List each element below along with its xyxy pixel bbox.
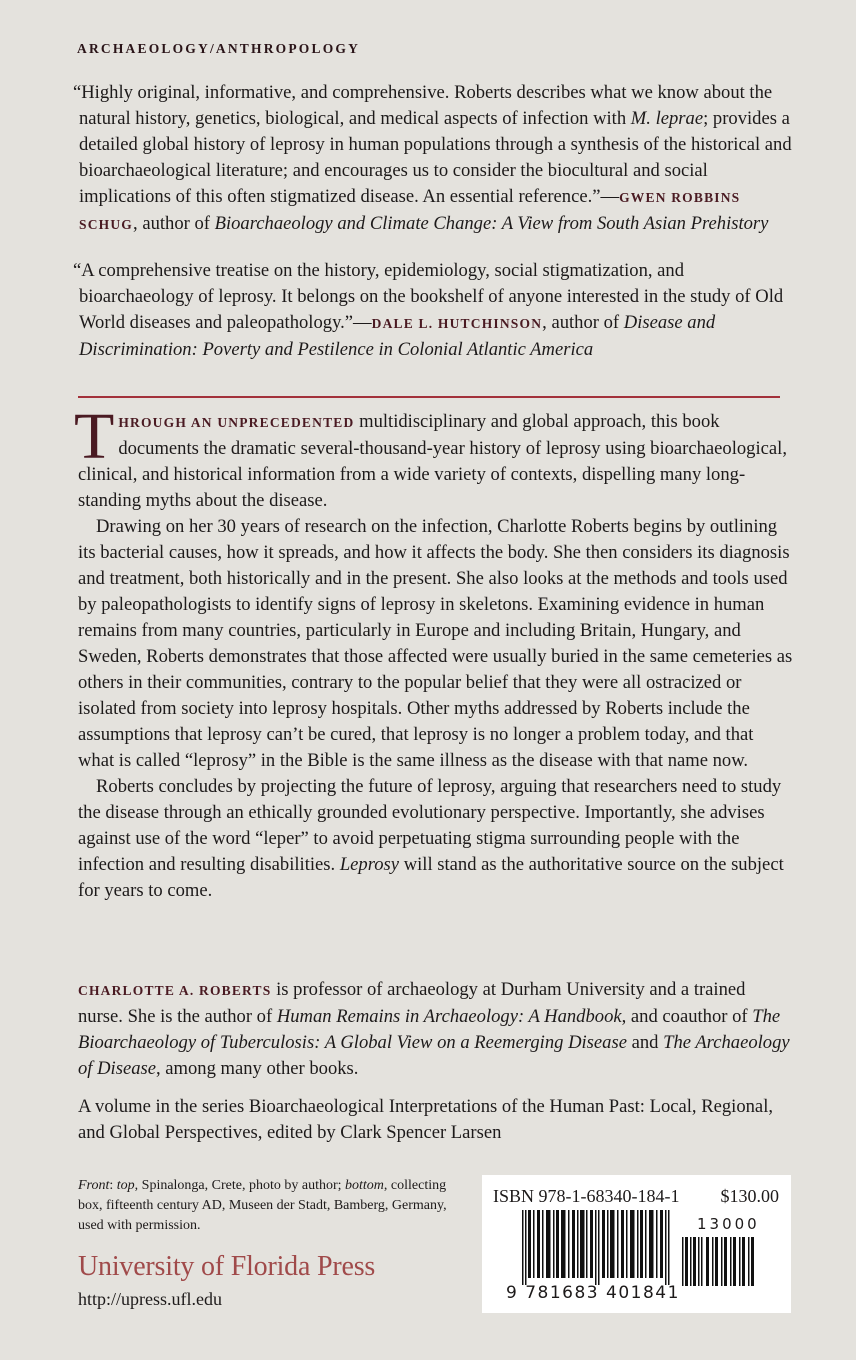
section-divider bbox=[78, 396, 780, 398]
credit-text: , collecting box, fifteenth century AD, Museen der Stadt, Bamberg, Germany, used with permission. bbox=[78, 1178, 447, 1233]
series-note: A volume in the series Bioarchaeological Interpretations of the Human Past: Local, Regional, and Global Perspectives, edited by Clark Spencer Larsen bbox=[78, 1096, 774, 1143]
credit-label: bottom bbox=[345, 1178, 384, 1193]
endorser-name: DALE L. HUTCHINSON bbox=[371, 316, 543, 331]
isbn-label: ISBN 978-1-68340-184-1 bbox=[493, 1186, 680, 1206]
addon-digits: 13000 bbox=[697, 1215, 760, 1233]
quote-text: ; provides a detailed global history of leprosy in human populations through a synthesis of the historical and bioarchaeological literature; and encourages us to consider the biocultural and social implications of this often stigmatized disease. An essential reference.”— bbox=[79, 108, 792, 207]
endorser-suffix: , author of bbox=[133, 213, 215, 234]
description-paragraph-2: Drawing on her 30 years of research on the infection, Charlotte Roberts begins by outlining its bacterial causes, how it spreads, and how it affects the body. She then considers its diagnosis and treatment, both historically and in the present. She also looks at the methods and tools used by paleopathologists to identify signs of leprosy in skeletons. Examining evidence in human remains from many countries, particularly in Europe and including Britain, Hungary, and Sweden, Roberts demonstrates that those affected were usually buried in the same cemeteries as others in their communities, contrary to the popular belief that they were all ostracized or isolated from society into leprosy hospitals. Other myths addressed by Roberts include the assumptions that leprosy can’t be cured, that leprosy is no longer a problem today, and that what is called “leprosy” in the Bible is the same illness as the disease with that name now. bbox=[78, 516, 793, 771]
barcode-icon bbox=[522, 1210, 672, 1285]
endorser-name: GWEN ROBBINS SCHUG bbox=[79, 190, 741, 232]
book-title-italic: Leprosy bbox=[339, 854, 400, 875]
bio-book-title: The Archaeology of Disease bbox=[78, 1032, 790, 1079]
paragraph-text: will stand as the authoritative source on the subject for years to come. bbox=[78, 854, 784, 901]
endorser-book-title: Bioarchaeology and Climate Change: A View from South Asian Prehistory bbox=[214, 213, 769, 234]
credit-text: , Spinalonga, Crete, photo by author; bbox=[134, 1178, 346, 1193]
paragraph-text: multidisciplinary and global approach, this book documents the dramatic several-thousand-year history of leprosy using bioarchaeological, clinical, and historical information from a wide variety of contexts, dispelling many long-standing myths about the disease. bbox=[78, 411, 787, 511]
category-label: ARCHAEOLOGY/ANTHROPOLOGY bbox=[77, 41, 361, 56]
bio-text: , among many other books. bbox=[155, 1058, 359, 1079]
credit-text: : bbox=[109, 1178, 117, 1193]
author-bio bbox=[78, 977, 794, 1082]
book-description bbox=[74, 400, 794, 904]
quote-text: “A comprehensive treatise on the history, epidemiology, social stigmatization, and bioarchaeology of leprosy. It belongs on the bookshelf of anyone interested in the study of Old World diseases and paleopathology.”— bbox=[73, 260, 784, 333]
price-label: $130.00 bbox=[720, 1186, 779, 1206]
credit-label: Front bbox=[78, 1178, 110, 1193]
paragraph-text: Roberts concludes by projecting the future of leprosy, arguing that researchers need to study the disease through an ethically grounded evolutionary perspective. Importantly, she advises against use of the word “leper” to avoid perpetuating stigma surrounding people with the infection and resulting disabilities. bbox=[78, 776, 782, 875]
description-paragraph-1 bbox=[74, 400, 794, 514]
bio-text: and bbox=[626, 1032, 664, 1053]
bio-text: is professor of archaeology at Durham University and a trained nurse. She is the author of bbox=[78, 979, 746, 1027]
drop-cap: T bbox=[74, 400, 115, 473]
publisher-name: University of Florida Press bbox=[78, 1251, 376, 1282]
publisher-url[interactable]: http://upress.ufl.edu bbox=[78, 1289, 222, 1309]
endorsement-quote-1 bbox=[73, 80, 799, 238]
bio-text: , and coauthor of bbox=[621, 1006, 753, 1027]
barcode-panel bbox=[482, 1175, 791, 1313]
endorsement-quote-2 bbox=[73, 258, 799, 363]
addon-barcode-icon bbox=[682, 1237, 757, 1286]
credit-label: top bbox=[116, 1178, 135, 1193]
cover-credit bbox=[78, 1176, 458, 1236]
author-name: CHARLOTTE A. ROBERTS bbox=[78, 983, 272, 998]
endorser-book-title: Disease and Discrimination: Poverty and Pestilence in Colonial Atlantic America bbox=[79, 312, 716, 360]
ean-digits: 9 781683 401841 bbox=[506, 1283, 680, 1303]
bio-book-title: The Bioarchaeology of Tuberculosis: A Global View on a Reemerging Disease bbox=[78, 1006, 781, 1053]
lead-in-smallcaps: HROUGH AN UNPRECEDENTED bbox=[118, 415, 355, 430]
species-name: M. leprae bbox=[630, 108, 704, 129]
description-paragraph-3 bbox=[78, 774, 794, 904]
endorser-suffix: , author of bbox=[542, 312, 624, 333]
quote-text: “Highly original, informative, and comprehensive. Roberts describes what we know about the natural history, genetics, biological, and medical aspects of infection with bbox=[73, 82, 773, 129]
bio-book-title: Human Remains in Archaeology: A Handbook bbox=[276, 1006, 622, 1027]
